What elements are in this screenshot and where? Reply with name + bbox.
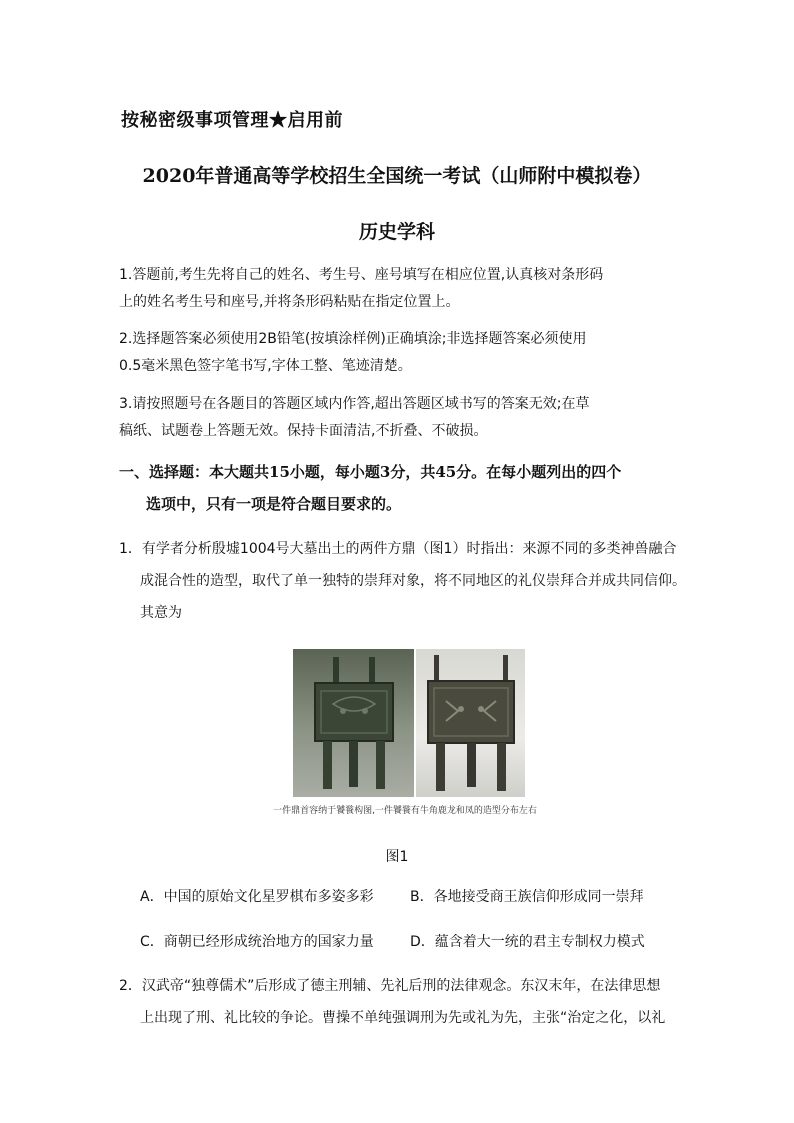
question-2-stem: [119, 970, 689, 1034]
subject-title: 历史学科: [358, 221, 435, 243]
question-2-line1: 2．汉武帝“独尊儒术”后形成了德主刑辅、先礼后刑的法律观念。东汉末年，在法律思想: [119, 978, 661, 994]
instruction-1: [119, 262, 679, 316]
option-d: D．蕴含着大一统的君主专制权力模式: [410, 934, 645, 950]
question-1-line3: 其意为: [140, 605, 182, 621]
figure-1-caption: 一件鼎首容纳于饕餮构图,一件饕餮有牛角鹿龙和凤的造型分布左右: [273, 806, 537, 816]
option-a: A．中国的原始文化星罗棋布多姿多彩: [140, 889, 374, 905]
option-c: C．商朝已经形成统治地方的国家力量: [140, 934, 374, 950]
exam-title: 2020年普通高等学校招生全国统一考试（山师附中模拟卷）: [142, 165, 652, 187]
instruction-3-line1: 3.请按照题号在各题目的答题区域内作答,超出答题区域书写的答案无效;在草: [119, 396, 590, 412]
section-heading-line2: 选项中，只有一项是符合题目要求的。: [146, 495, 402, 513]
figure-1-label: 图1: [385, 849, 409, 865]
question-1-stem: [119, 533, 689, 629]
instruction-1-line1: 1.答题前,考生先将自己的姓名、考生号、座号填写在相应位置,认真核对条形码: [119, 267, 604, 283]
section-heading-line1: 一、选择题：本大题共15小题，每小题3分，共45分。在每小题列出的四个: [119, 463, 622, 481]
instruction-2: [119, 326, 679, 380]
question-2-line2: 上出现了刑、礼比较的争论。曹操不单纯强调刑为先或礼为先，主张“治定之化，以礼: [140, 1010, 666, 1026]
instruction-2-line1: 2.选择题答案必须使用2B铅笔(按填涂样例)正确填涂;非选择题答案必须使用: [119, 331, 587, 347]
option-b: B．各地接受商王族信仰形成同一崇拜: [410, 889, 644, 905]
question-1-line2: 成混合性的造型，取代了单一独特的崇拜对象，将不同地区的礼仪崇拜合并成共同信仰。: [140, 573, 686, 589]
question-1-line1: 1．有学者分析殷墟1004号大墓出土的两件方鼎（图1）时指出：来源不同的多类神兽融合: [119, 541, 677, 557]
instruction-3: [119, 391, 679, 445]
bronze-ding-photo-left: [293, 649, 414, 797]
figure-1-image: [293, 649, 525, 797]
instruction-1-line2: 上的姓名考生号和座号,并将条形码粘贴在指定位置上。: [119, 294, 460, 310]
bronze-ding-photo-right: [416, 649, 525, 797]
section-heading: [119, 456, 689, 520]
instruction-3-line2: 稿纸、试题卷上答题无效。保持卡面清洁,不折叠、不破损。: [119, 423, 488, 439]
instruction-2-line2: 0.5毫米黑色签字笔书写,字体工整、笔迹清楚。: [119, 358, 412, 374]
secret-level-label: 按秘密级事项管理★启用前: [121, 110, 343, 131]
